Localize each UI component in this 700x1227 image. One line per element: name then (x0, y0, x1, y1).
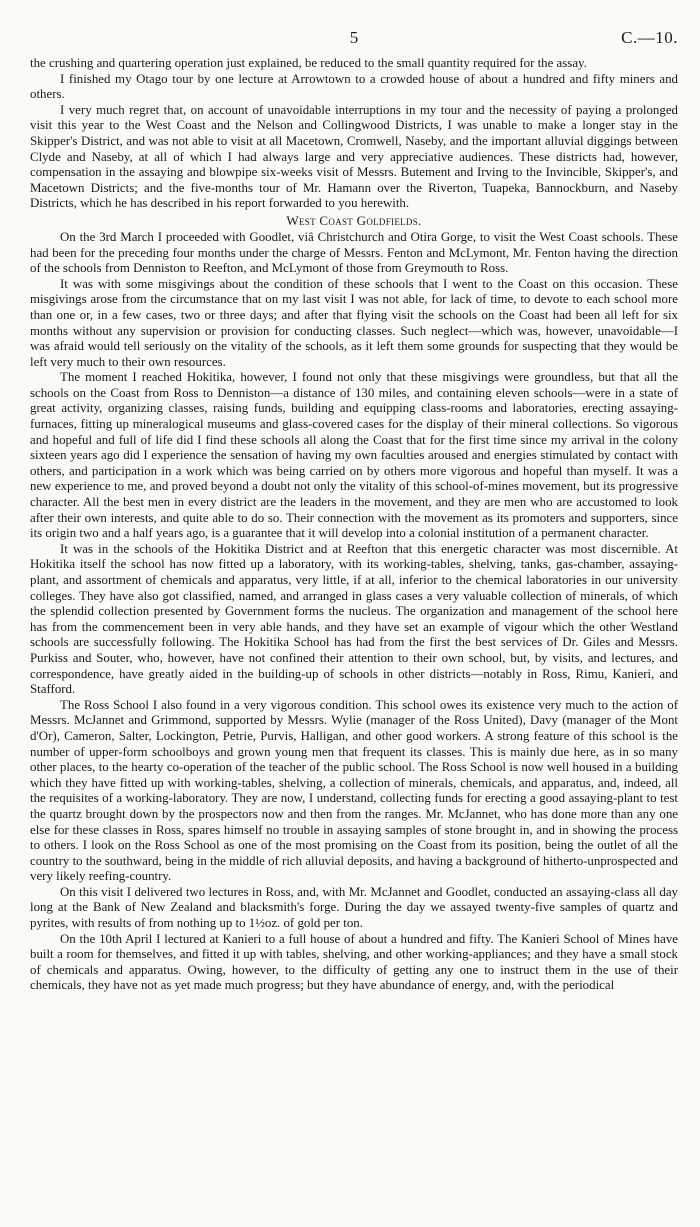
paragraph: It was in the schools of the Hokitika District and at Reefton that this energetic character was most discernible. At Hokitika itself the school has now fitted up a laboratory, with its working-tables, shelving, tanks, gas-chamber, assaying-plant, and assortment of chemicals and apparatus, very little, if at all, inferior to the chemical laboratories in our university colleges. They have also got classified, named, and arranged in glass cases a very valuable collection of minerals, of which the splendid collection presented by Government forms the nucleus. The organization and management of the school here has from the commencement been in very able hands, and they have set an example of vigour which the other Westland schools are successfully following. The Hokitika School has had from the first the best services of Dr. Giles and Messrs. Purkiss and Souter, who, however, have not confined their attention to their own school, but, by visits, and lectures, and correspondence, have greatly aided in the building-up of schools in other districts—notably in Ross, Rimu, Kanieri, and Stafford. (30, 541, 678, 697)
section-heading: West Coast Goldfields. (286, 212, 422, 228)
paragraph: I very much regret that, on account of unavoidable interruptions in my tour and the necessity of paying a prolonged visit this year to the West Coast and the Nelson and Collingwood Districts, I was unable to make a longer stay in the Skipper's District, and was not able to visit at all Macetown, Cromwell, Naseby, and the important alluvial diggings between Clyde and Naseby, at all of which I had always large and very appreciative audiences. These districts had, however, compensation in the assaying and blowpipe six-weeks visit of Messrs. Butement and Irving to the Invincible, Skipper's, and Macetown Districts; and the five-months tour of Mr. Hamann over the Riverton, Tuapeka, Bannockburn, and Naseby Districts, which he has described in his report forwarded to you herewith. (30, 102, 678, 211)
paragraph: I finished my Otago tour by one lecture at Arrowtown to a crowded house of about a hundred and fifty miners and others. (30, 71, 678, 102)
paragraph: The moment I reached Hokitika, however, I found not only that these misgivings were groundless, but that all the schools on the Coast from Ross to Denniston—a distance of 130 miles, and containing eleven schools—were in a state of great activity, organizing classes, raising funds, building and equipping class-rooms and laboratories, erecting assaying-furnaces, fitting up mineralogical museums and glass-covered cases for the display of their mineral collections. So vigorous and hopeful and full of life did I find these schools all along the Coast that for the first time since my arrival in the colony sixteen years ago did I experience the sensation of having my own faculties aroused and energies stimulated by contact with others, and participation in a work which was being carried on by others more vigorous and hopeful than myself. It was a new experience to me, and proved beyond a doubt not only the vitality of this school-of-mines movement, but its progressive character. All the best men in every district are the leaders in the movement, and they are men who are accustomed to look after their own interests, and quite able to do so. Their connection with the movement as its promoters and supporters, since its origin two and a half years ago, is a guarantee that it will develop into a colonial institution of a permanent character. (30, 370, 678, 541)
paragraph: the crushing and quartering operation just explained, be reduced to the small quantity required for the assay. (30, 56, 587, 70)
paragraph: On the 10th April I lectured at Kanieri to a full house of about a hundred and fifty. The Kanieri School of Mines have built a room for themselves, and fitted it up with tables, shelving, and other working-appliances; and they have a small stock of chemicals and apparatus. Owing, however, to the difficulty of getting any one to instruct them in the use of their chemicals, they have not as yet made much progress; but they have abundance of energy, and, with the periodical (30, 931, 678, 993)
paragraph: The Ross School I also found in a very vigorous condition. This school owes its existence very much to the action of Messrs. McJannet and Grimmond, supported by Messrs. Wylie (manager of the Ross United), Davy (manager of the Mont d'Or), Cameron, Salter, Lockington, Petrie, Purvis, Halligan, and other good workers. A strong feature of this school is the number of upper-form schoolboys and grown young men that frequent its classes. This is mainly due here, as in so many other places, to the hearty co-operation of the teacher of the public school. The Ross School is now well housed in a building which they have fitted up with working-tables, shelving, a collection of minerals, chemicals, and apparatus, and, indeed, all the requisites of a working-laboratory. They are now, I understand, collecting funds for erecting a good assaying-plant to test the quartz brought down by the prospectors now and then from the ranges. Mr. McJannet, who has done more than any one else for these classes in Ross, spares himself no trouble in assaying samples of stone brought in, and in showing the process to others. I look on the Ross School as one of the most promising on the Coast from its position, being the outlet of all the country to the southward, being in the middle of rich alluvial deposits, and having a background of hitherto-unprospected and very likely reefing-country. (30, 697, 678, 884)
page-number: 5 (349, 28, 359, 47)
paragraph: It was with some misgivings about the condition of these schools that I went to the Coast on this occasion. These misgivings arose from the circumstance that on my last visit I was not able, for lack of time, to devote to each school more than one or, in a few cases, two or three days; and after that flying visit the schools on the Coast had been all left for six months without any supervision or provision for conducting classes. Such neglect—which was, however, unavoidable—I was afraid would tell seriously on the vitality of the schools, as it left them some grounds for suspecting that they would be left very much to their own resources. (30, 276, 678, 369)
page-header (30, 26, 678, 56)
document-code: C.—10. (621, 28, 678, 47)
paragraph: On the 3rd March I proceeded with Goodlet, viâ Christchurch and Otira Gorge, to visit the West Coast schools. These had been for the preceding four months under the charge of Messrs. Fenton and McLymont, Mr. Fenton having the direction of the schools from Denniston to Reefton, and McLymont of those from Greymouth to Ross. (30, 229, 678, 276)
body-text (30, 56, 678, 994)
paragraph: On this visit I delivered two lectures in Ross, and, with Mr. McJannet and Goodlet, conducted an assaying-class all day long at the Bank of New Zealand and blacksmith's forge. During the day we assayed twenty-five samples of quartz and pyrites, with results of from nothing up to 1½oz. of gold per ton. (30, 884, 678, 931)
